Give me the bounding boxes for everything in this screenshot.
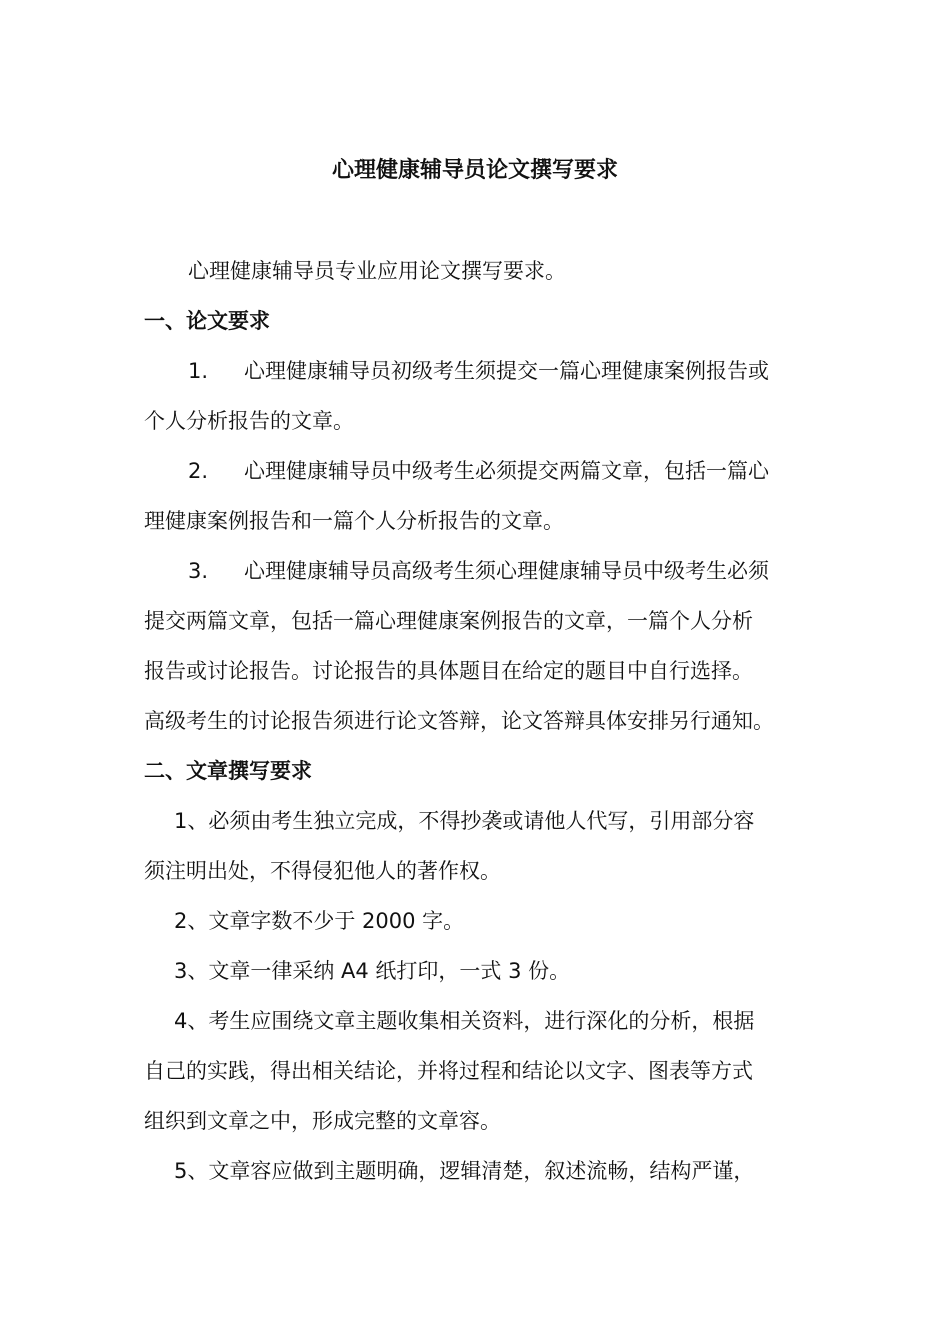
requirement-1-number: 1. bbox=[188, 359, 209, 383]
requirement-1-line-1 bbox=[144, 346, 808, 396]
requirement-2-text: 心理健康辅导员中级考生必须提交两篇文章，包括一篇心 bbox=[244, 459, 769, 483]
writing-rule-2: 2、文章字数不少于 2000 字。 bbox=[174, 909, 465, 933]
section-1-heading: 一、论文要求 bbox=[144, 309, 270, 333]
writing-rule-1-line-2: 须注明出处，不得侵犯他人的著作权。 bbox=[144, 859, 501, 883]
requirement-3-line-4: 高级考生的讨论报告须进行论文答辩，论文答辩具体安排另行通知。 bbox=[144, 709, 774, 733]
requirement-3-line-2: 提交两篇文章，包括一篇心理健康案例报告的文章，一篇个人分析 bbox=[144, 609, 753, 633]
section-2-heading: 二、文章撰写要求 bbox=[144, 759, 312, 783]
writing-rule-3: 3、文章一律采纳 A4 纸打印，一式 3 份。 bbox=[174, 959, 571, 983]
writing-rule-4-line-1: 4、考生应围绕文章主题收集相关资料，进行深化的分析，根据 bbox=[174, 1009, 755, 1033]
intro-paragraph: 心理健康辅导员专业应用论文撰写要求。 bbox=[188, 259, 566, 283]
requirement-2-line-1 bbox=[144, 446, 808, 496]
requirement-2-line-2: 理健康案例报告和一篇个人分析报告的文章。 bbox=[144, 509, 564, 533]
requirement-1-text: 心理健康辅导员初级考生须提交一篇心理健康案例报告或 bbox=[244, 359, 769, 383]
requirement-3-line-1 bbox=[144, 546, 808, 596]
requirement-3-text: 心理健康辅导员高级考生须心理健康辅导员中级考生必须 bbox=[244, 559, 769, 583]
requirement-3-line-3: 报告或讨论报告。讨论报告的具体题目在给定的题目中自行选择。 bbox=[144, 659, 753, 683]
writing-rule-5-line-1: 5、文章容应做到主题明确，逻辑清楚，叙述流畅，结构严谨， bbox=[174, 1159, 755, 1183]
requirement-2-number: 2. bbox=[188, 459, 209, 483]
requirement-3-number: 3. bbox=[188, 559, 209, 583]
document-title: 心理健康辅导员论文撰写要求 bbox=[331, 158, 618, 183]
writing-rule-4-line-3: 组织到文章之中，形成完整的文章容。 bbox=[144, 1109, 501, 1133]
document-body bbox=[144, 246, 808, 1196]
writing-rule-1-line-1: 1、必须由考生独立完成，不得抄袭或请他人代写，引用部分容 bbox=[174, 809, 755, 833]
requirement-1-line-2: 个人分析报告的文章。 bbox=[144, 409, 354, 433]
writing-rule-4-line-2: 自己的实践，得出相关结论，并将过程和结论以文字、图表等方式 bbox=[144, 1059, 753, 1083]
